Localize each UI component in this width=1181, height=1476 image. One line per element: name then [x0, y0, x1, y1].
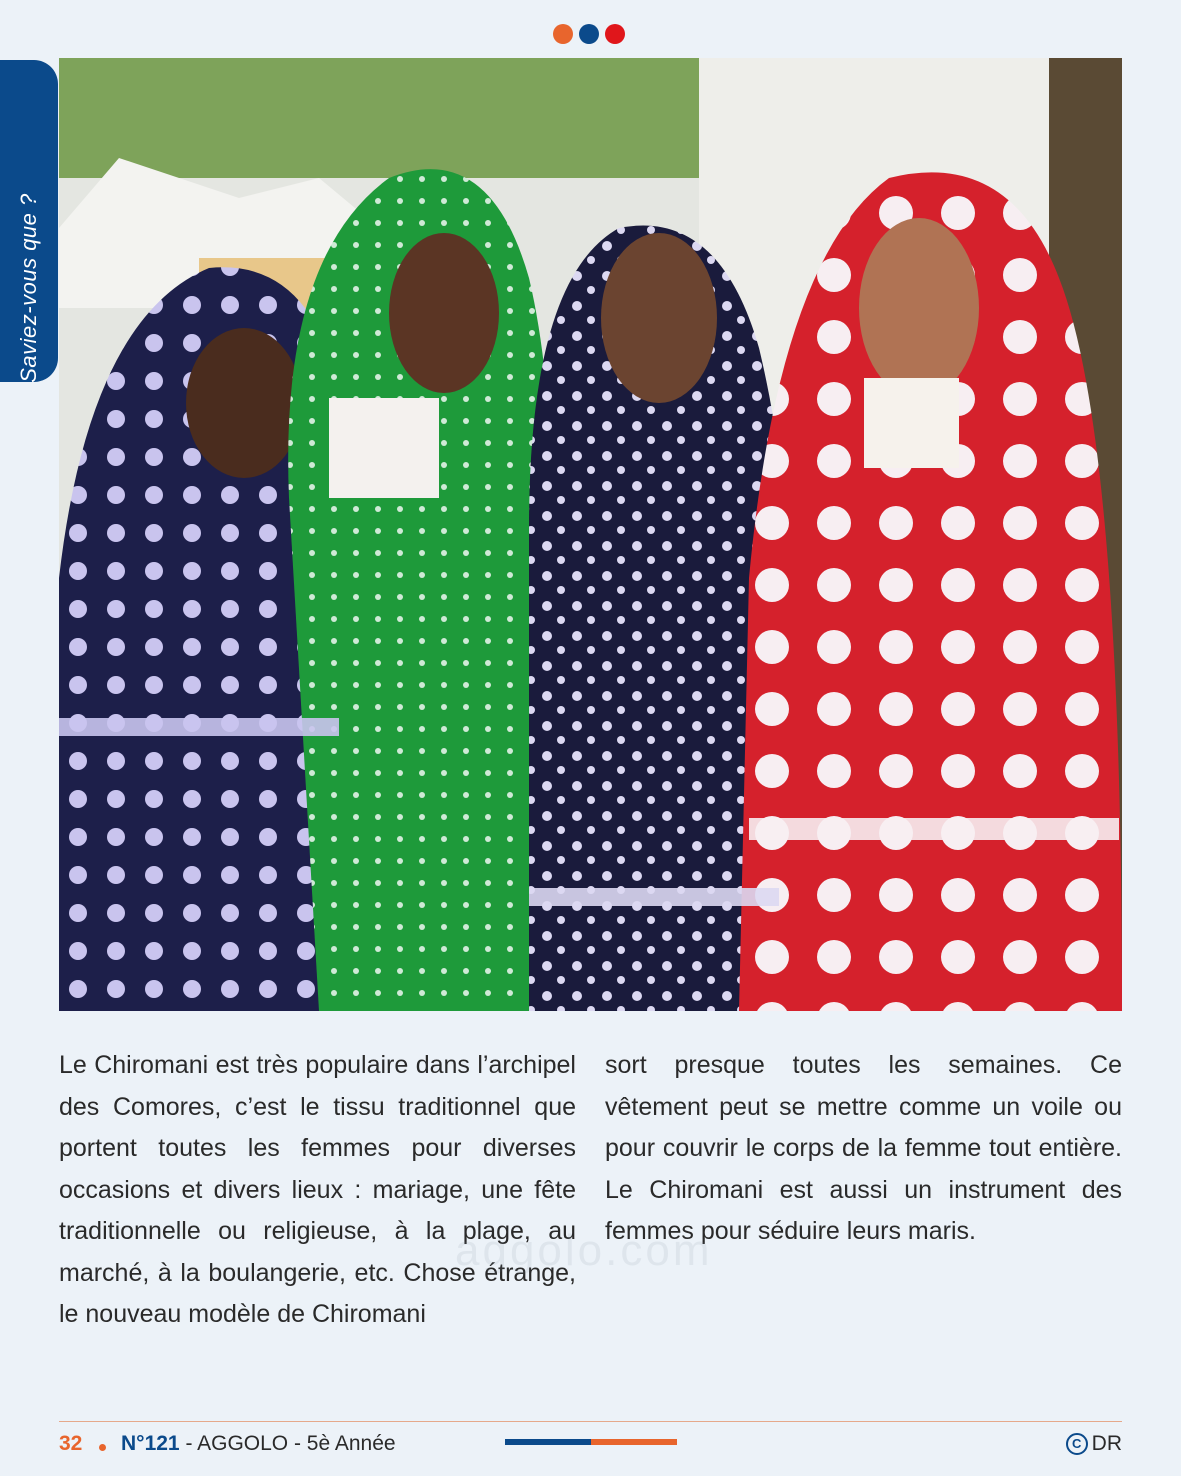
article-left-column: Le Chiromani est très populaire dans l’archipel des Comores, c’est le tissu traditionnel que portent toutes les femmes pour diverses occasions et divers lieux : mariage, une fête traditionnelle ou religieuse, à la plage, au marché, à la boulangerie, etc. Chose étrange, le nouveau modèle de Chiromani	[59, 1051, 576, 1328]
footer	[59, 1430, 1122, 1460]
footer-accent-bar	[505, 1439, 677, 1445]
section-tab-label: Saviez-vous que ?	[16, 193, 41, 383]
credit-label: DR	[1091, 1432, 1122, 1455]
page-number: 32	[59, 1432, 83, 1455]
main-photo	[59, 58, 1122, 1011]
red-dot	[605, 24, 625, 44]
watermark: aggolo.com	[455, 1226, 713, 1275]
issue-number: N°121	[121, 1432, 180, 1455]
section-tab	[0, 60, 58, 382]
blue-dot	[579, 24, 599, 44]
orange-dot	[553, 24, 573, 44]
article-right-column: sort presque toutes les semaines. Ce vêtement peut se mettre comme un voile ou pour couvrir le corps de la femme tout entière. Le Chiromani est aussi un instrument des femmes pour séduire leurs maris.	[605, 1051, 1122, 1245]
photo-women-chiromani-icon	[59, 58, 1122, 1011]
copyright-icon: C	[1066, 1433, 1088, 1455]
footer-accent-blue	[505, 1439, 591, 1445]
photo-credit	[1066, 1432, 1122, 1456]
separator-dot-icon	[99, 1444, 106, 1451]
footer-divider	[59, 1421, 1122, 1422]
header-dots	[553, 24, 625, 44]
issue-label	[121, 1432, 396, 1456]
footer-accent-orange	[591, 1439, 677, 1445]
issue-rest: - AGGOLO - 5è Année	[179, 1432, 396, 1455]
